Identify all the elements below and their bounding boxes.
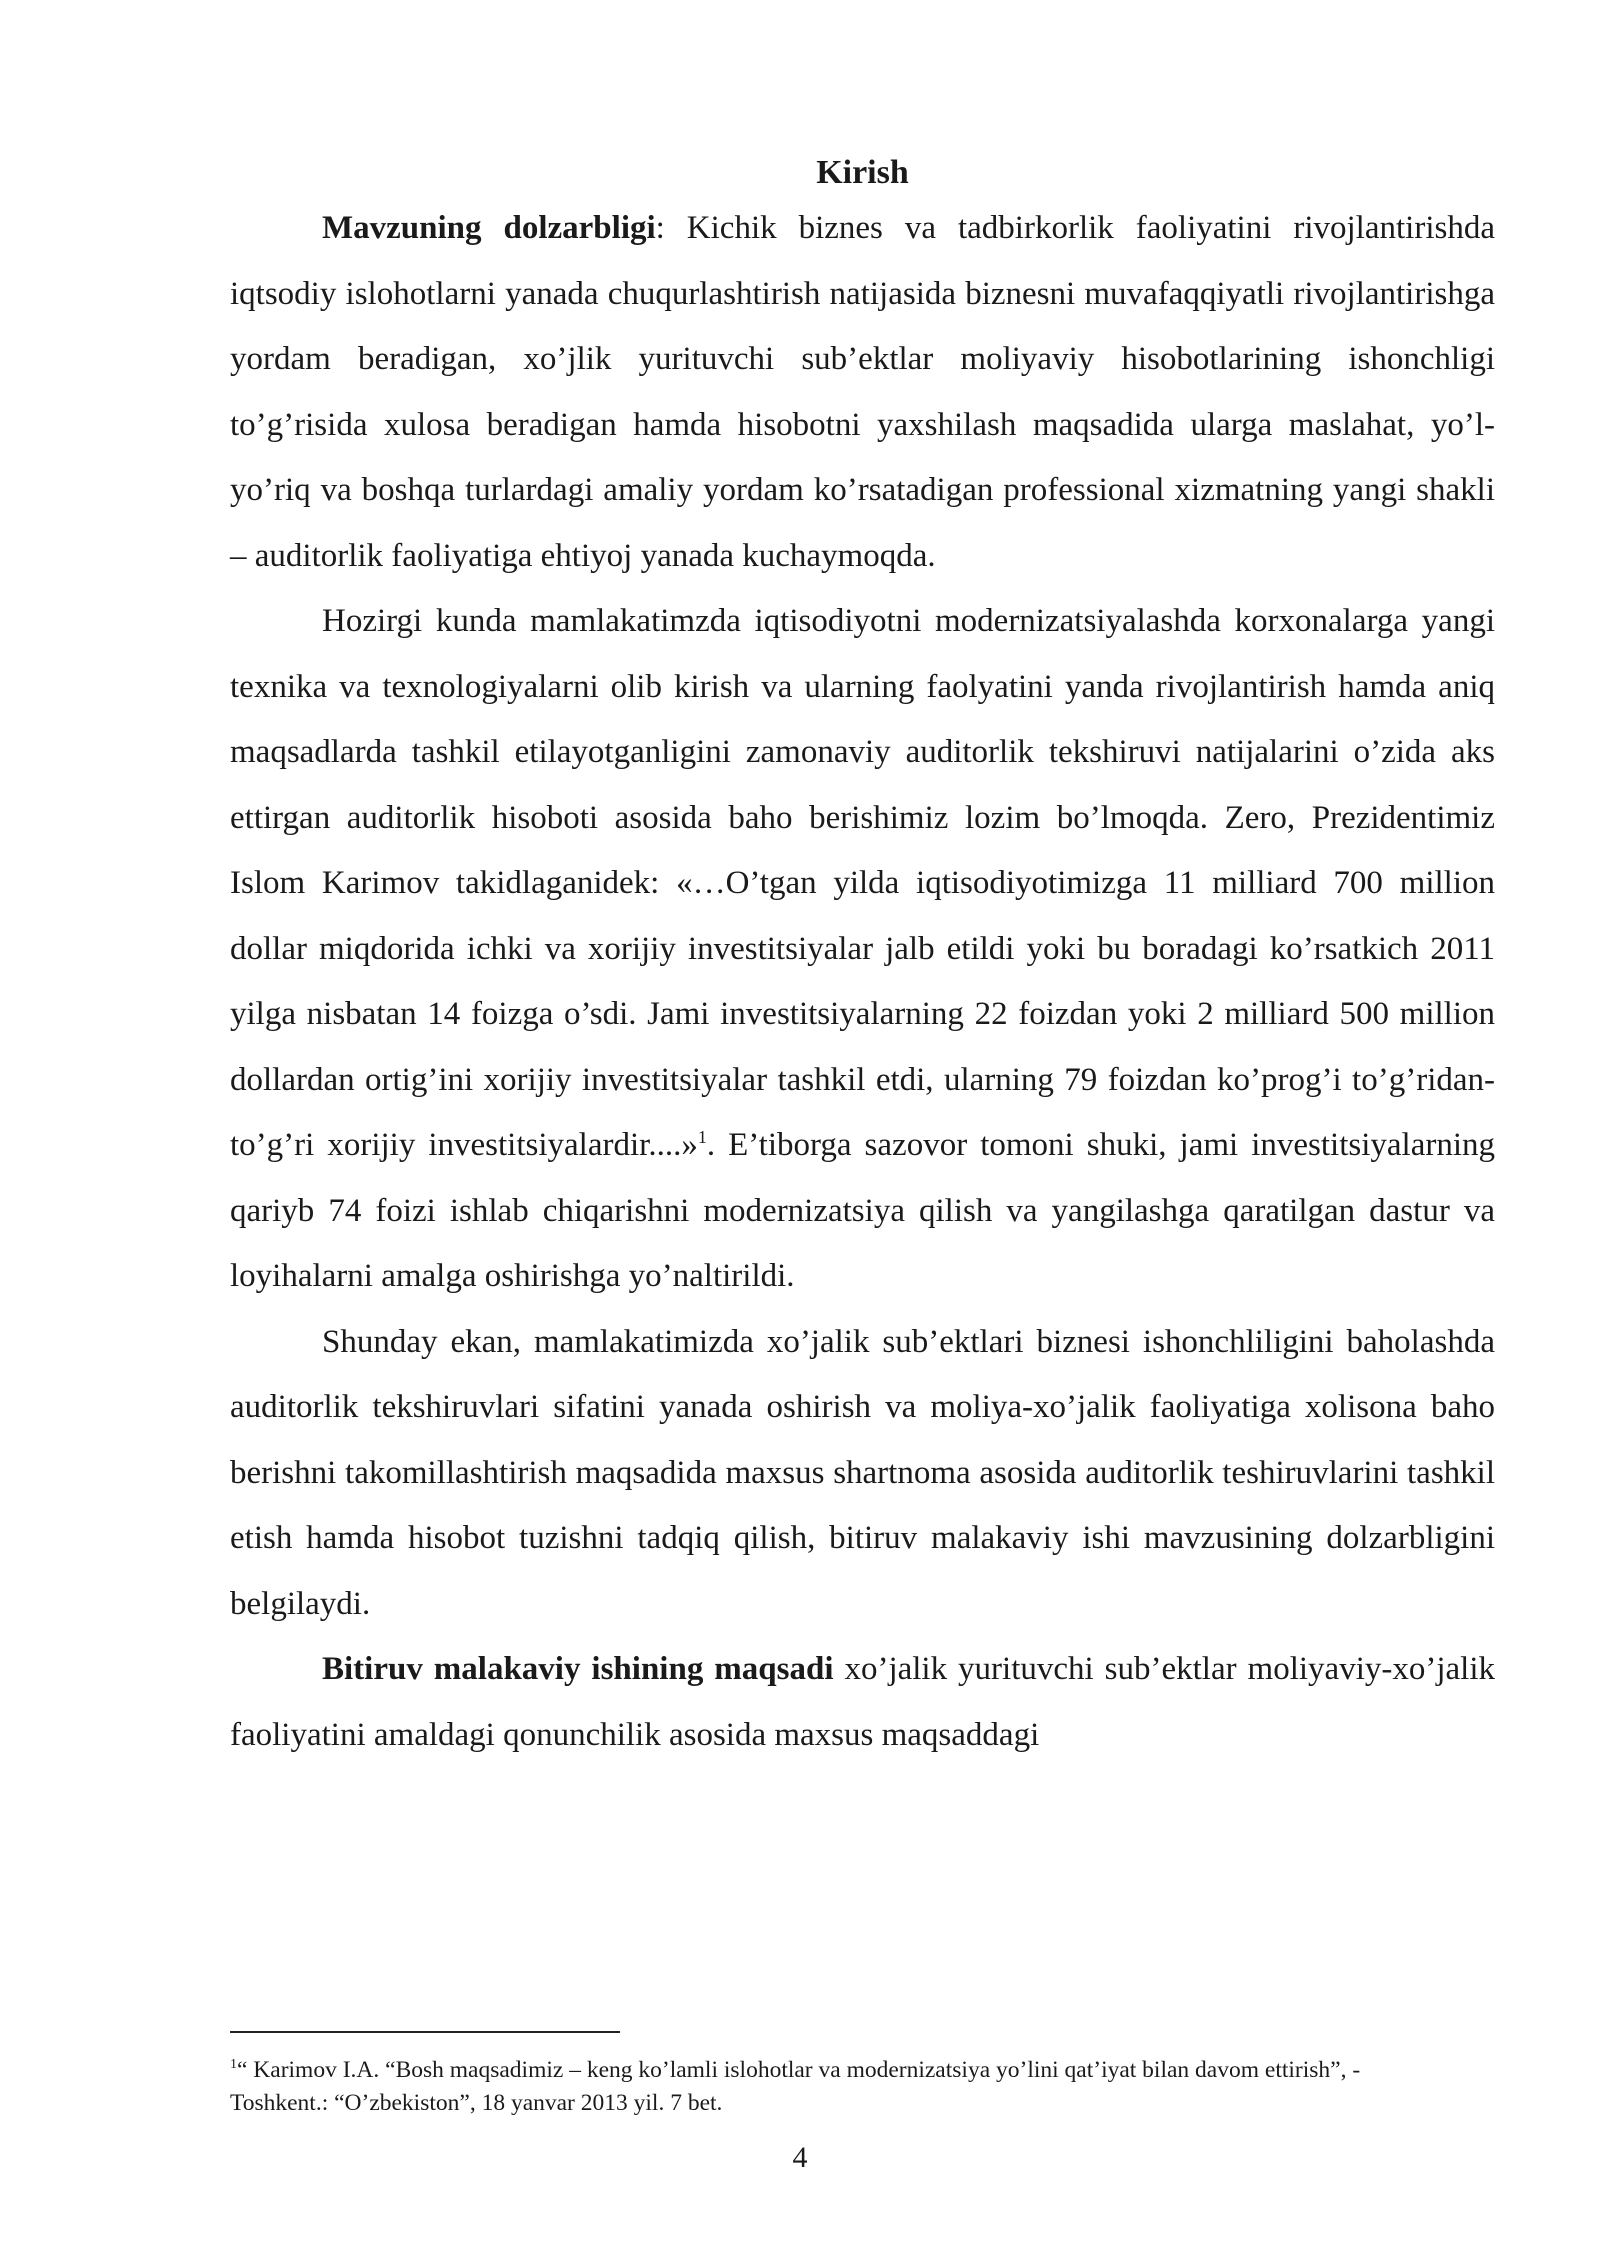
paragraph-conclusion	[230, 1310, 1495, 1638]
paragraph-text: : Kichik biznes va tadbirkorlik faoliyatini rivojlantirishda iqtsodiy islohotlarni yanada chuqurlashtirish natijasida biznesni muvafaqqiyatli rivojlantirishga yordam beradigan, xo’jlik yurituvchi sub’ektlar moliyaviy hisobotlarining ishonchligi to’g’risida xulosa beradigan hamda hisobotni yaxshilash maqsadida ularga maslahat, yo’l-yo’riq va boshqa turlardagi amaliy yordam ko’rsatadigan professional xizmatning yangi shakli – auditorlik faoliyatiga ehtiyoj yanada kuchaymoqda.	[230, 210, 1495, 574]
paragraph-text: . E’tiborga sazovor tomoni shuki, jami investitsiyalarning qariyb 74 foizi ishlab chiqarishni modernizatsiya qilish va yangilashga qaratilgan dastur va loyihalarni amalga oshirishga yo’naltirildi.	[230, 1127, 1496, 1294]
footnote-reference[interactable]: 1	[697, 1127, 707, 1147]
paragraph-text: xo’jalik yurituvchi sub’ektlar moliyaviy-xo’jalik faoliyatini amaldagi qonunchilik asosida maxsus maqsaddagi	[230, 1651, 1495, 1753]
footnote-text: “ Karimov I.A. “Bosh maqsadimiz – keng ko’lamli islohotlar va modernizatsiya yo’lini qat’iyat bilan davom ettirish”, -Toshkent.: “O’zbekiston”, 18 yanvar 2013 yil. 7 bet.	[230, 2057, 1361, 2116]
footnote-marker: 1	[230, 2057, 237, 2073]
paragraph-lead-goal: Bitiruv malakaviy ishining maqsadi	[322, 1651, 834, 1687]
paragraph-current-state	[230, 589, 1495, 1310]
paragraph-lead-relevance: Mavzuning dolzarbligi	[322, 210, 656, 246]
document-page	[230, 150, 1495, 1768]
paragraph-relevance	[230, 196, 1495, 589]
section-title: Kirish	[816, 154, 909, 191]
paragraph-text: Shunday ekan, mamlakatimizda xo’jalik sub’ektlari biznesi ishonchliligini baholashda auditorlik tekshiruvlari sifatini yanada oshirish va moliya-xo’jalik faoliyatiga xolisona baho berishni takomillashtirish maqsadida maxsus shartnoma asosida auditorlik teshiruvlarini tashkil etish hamda hisobot tuzishni tadqiq qilish, bitiruv malakaviy ishi mavzusining dolzarbligini belgilaydi.	[230, 1323, 1495, 1622]
footnote	[230, 2054, 1380, 2120]
paragraph-goal	[230, 1637, 1495, 1768]
page-number: 4	[792, 2141, 808, 2174]
paragraph-text: Hozirgi kunda mamlakatimzda iqtisodiyotni modernizatsiyalashda korxonalarga yangi texnika va texnologiyalarni olib kirish va ularning faolyatini yanda rivojlantirish hamda aniq maqsadlarda tashkil etilayotganligini zamonaviy auditorlik tekshiruvi natijalarini o’zida aks ettirgan auditorlik hisoboti asosida baho berishimiz lozim bo’lmoqda. Zero, Prezidentimiz Islom Karimov takidlaganidek: «…O’tgan yilda iqtisodiyotimizga 11 milliard 700 million dollar miqdorida ichki va xorijiy investitsiyalar jalb etildi yoki bu boradagi ko’rsatkich 2011 yilga nisbatan 14 foizga o’sdi. Jami investitsiyalarning 22 foizdan yoki 2 milliard 500 million dollardan ortig’ini xorijiy investitsiyalar tashkil etdi, ularning 79 foizdan ko’prog’i to’g’ridan-to’g’ri xorijiy investitsiyalardir....»	[230, 603, 1495, 1163]
footnote-separator	[230, 2031, 620, 2033]
